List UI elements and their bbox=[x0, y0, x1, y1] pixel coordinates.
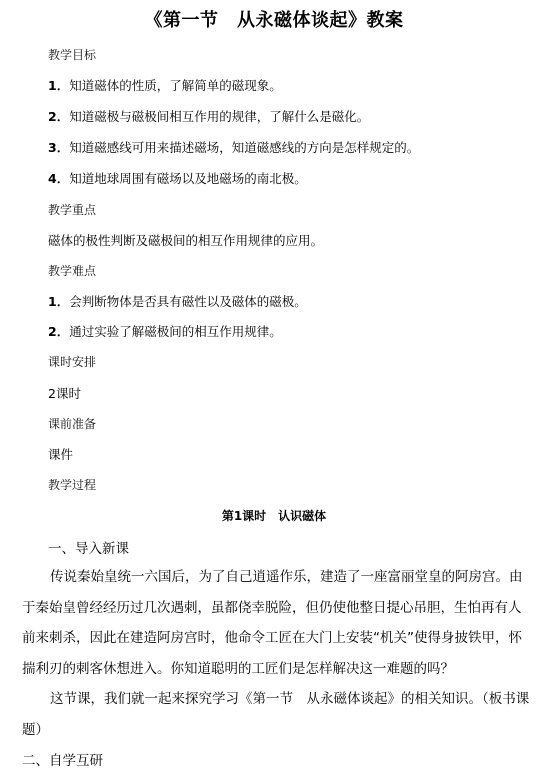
intro-paragraph: 传说秦始皇统一六国后，为了自己逍遥作乐，建造了一座富丽堂皇的阿房宫。由于秦始皇曾经经历过几次遇刺，虽都侥幸脱险，但仍使他整日提心吊胆，生怕再有人前来刺杀，因此在建造阿房宫时，他命令工匠在大门上安装“机关”使得身披铁甲，怀揣利刃的刺客休想进入。你知道聪明的工匠们是怎样解决这一难题的吗？ bbox=[22, 569, 523, 677]
section-heading-prep: 课前准备 bbox=[48, 417, 97, 431]
part2-heading: 二、自学互研 bbox=[22, 753, 103, 769]
goal-number: 3． bbox=[48, 140, 70, 155]
difficulty-number: 1． bbox=[48, 294, 70, 309]
section-heading-schedule: 课时安排 bbox=[48, 355, 97, 369]
goal-item-3 bbox=[48, 138, 419, 156]
section-heading-process: 教学过程 bbox=[48, 478, 97, 492]
section-heading-goals: 教学目标 bbox=[48, 48, 97, 62]
difficulty-text: 会判断物体是否具有磁性以及磁体的磁极。 bbox=[69, 294, 307, 309]
difficulty-number: 2． bbox=[48, 324, 70, 339]
goal-text: 知道磁极与磁极间相互作用的规律，了解什么是磁化。 bbox=[69, 109, 370, 124]
difficulty-text: 通过实验了解磁极间的相互作用规律。 bbox=[69, 324, 282, 339]
key-point-text: 磁体的极性判断及磁极间的相互作用规律的应用。 bbox=[48, 233, 324, 248]
section-heading-difficult: 教学难点 bbox=[48, 264, 97, 278]
document-title: 《第一节 从永磁体谈起》教案 bbox=[144, 10, 404, 31]
goal-text: 知道磁感线可用来描述磁场，知道磁感线的方向是怎样规定的。 bbox=[69, 140, 420, 155]
goal-number: 1． bbox=[48, 78, 70, 93]
part1-heading: 一、导入新课 bbox=[48, 541, 129, 557]
schedule-text: 2课时 bbox=[48, 386, 81, 401]
section-heading-key: 教学重点 bbox=[48, 203, 97, 217]
prep-text: 课件 bbox=[48, 447, 74, 462]
summary-paragraph: 这节课，我们就一起来探究学习《第一节 从永磁体谈起》的相关知识。（板书课题） bbox=[22, 691, 530, 738]
goal-number: 2． bbox=[48, 109, 70, 124]
lesson-heading: 第1课时 认识磁体 bbox=[221, 509, 327, 523]
goal-item-4 bbox=[48, 169, 307, 187]
difficulty-item-1 bbox=[48, 292, 307, 310]
goal-item-1 bbox=[48, 76, 282, 94]
goal-item-2 bbox=[48, 107, 369, 125]
goal-number: 4． bbox=[48, 171, 70, 186]
goal-text: 知道地球周围有磁场以及地磁场的南北极。 bbox=[69, 171, 307, 186]
goal-text: 知道磁体的性质，了解简单的磁现象。 bbox=[69, 78, 282, 93]
difficulty-item-2 bbox=[48, 322, 282, 340]
